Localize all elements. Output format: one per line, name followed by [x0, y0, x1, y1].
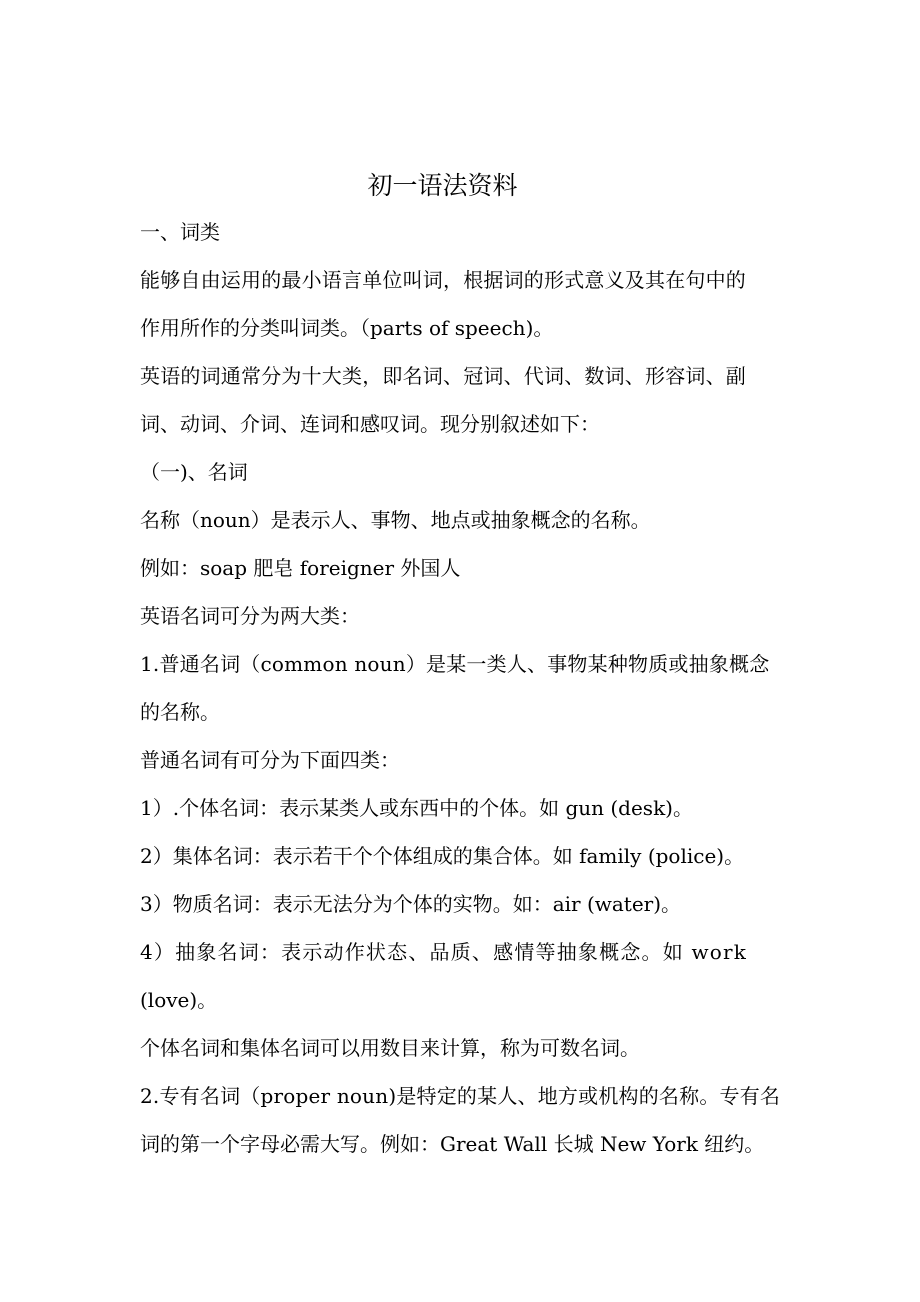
paragraph-line: 1.普通名词（common noun）是某一类人、事物某种物质或抽象概念 [140, 652, 770, 676]
paragraph-line: 英语的词通常分为十大类，即名词、冠词、代词、数词、形容词、副 [140, 364, 746, 388]
paragraph-line: 名称（noun）是表示人、事物、地点或抽象概念的名称。 [140, 508, 651, 532]
list-item: 1）.个体名词：表示某类人或东西中的个体。如 gun (desk)。 [140, 796, 693, 820]
paragraph-line: 能够自由运用的最小语言单位叫词，根据词的形式意义及其在句中的 [140, 268, 746, 292]
paragraph-line: 普通名词有可分为下面四类： [140, 748, 400, 772]
paragraph-line: 2.专有名词（proper noun)是特定的某人、地方或机构的名称。专有名 [140, 1084, 781, 1108]
section-heading-word-classes: 一、词类 [140, 220, 220, 244]
document-title: 初一语法资料 [367, 171, 518, 200]
list-item: 4）抽象名词：表示动作状态、品质、感情等抽象概念。如 work [140, 940, 748, 964]
paragraph-line: 词的第一个字母必需大写。例如：Great Wall 长城 New York 纽约。 [140, 1132, 765, 1156]
paragraph-line: 词、动词、介词、连词和感叹词。现分别叙述如下： [140, 412, 600, 436]
list-item: 2）集体名词：表示若干个个体组成的集合体。如 family (police)。 [140, 844, 745, 868]
list-item: 3）物质名词：表示无法分为个体的实物。如：air (water)。 [140, 892, 682, 916]
paragraph-line: 的名称。 [140, 700, 220, 724]
paragraph-line: 英语名词可分为两大类： [140, 604, 360, 628]
paragraph-line: 例如：soap 肥皂 foreigner 外国人 [140, 556, 461, 580]
list-item-continuation: (love)。 [140, 988, 218, 1012]
paragraph-line: 作用所作的分类叫词类。（parts of speech)。 [140, 316, 554, 340]
paragraph-line: 个体名词和集体名词可以用数目来计算，称为可数名词。 [140, 1036, 640, 1060]
subsection-heading-nouns: （一)、名词 [140, 460, 248, 484]
